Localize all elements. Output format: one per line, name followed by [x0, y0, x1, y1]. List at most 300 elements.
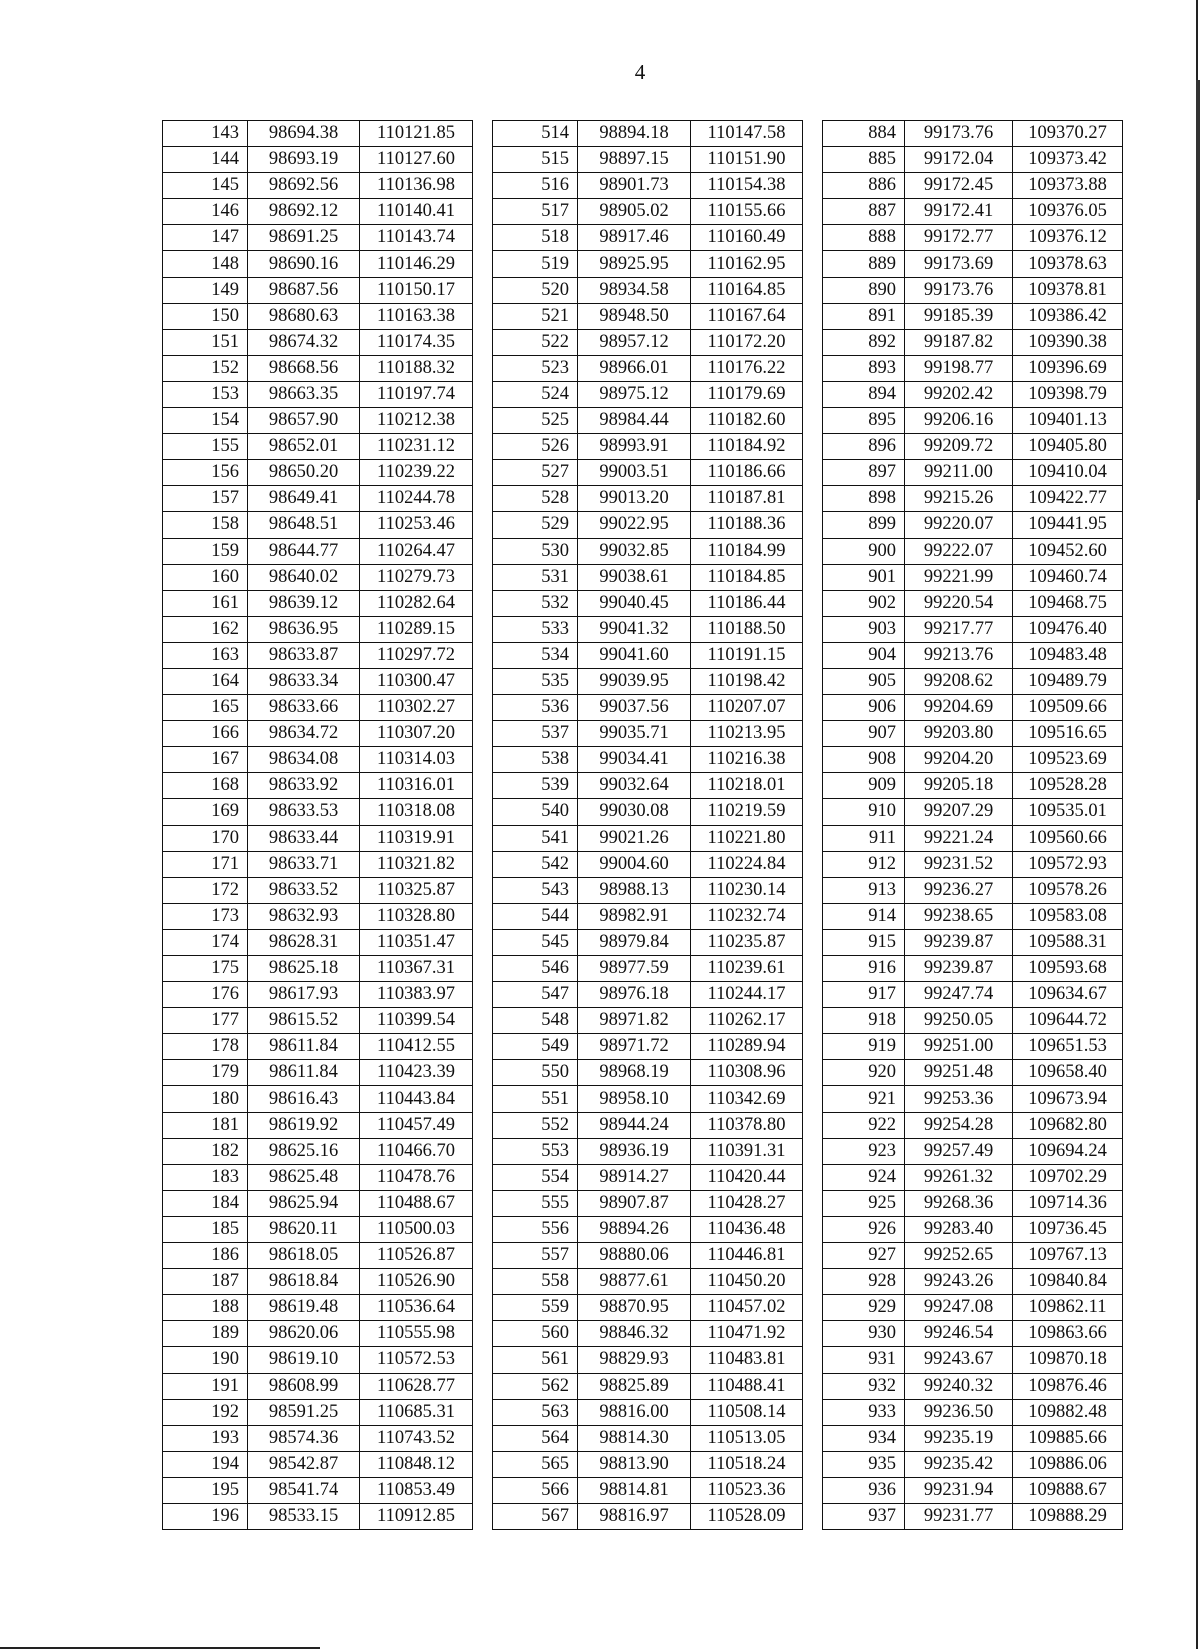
table-row	[823, 1477, 1123, 1503]
table-row	[823, 1425, 1123, 1451]
point-number: 553	[493, 1138, 578, 1164]
table-row	[493, 1138, 803, 1164]
x-coordinate: 98632.93	[248, 903, 360, 929]
coordinate-table-1	[162, 120, 473, 1530]
point-number: 192	[163, 1399, 248, 1425]
table-row	[823, 799, 1123, 825]
point-number: 932	[823, 1373, 905, 1399]
x-coordinate: 98870.95	[578, 1295, 691, 1321]
y-coordinate: 110318.08	[360, 799, 473, 825]
x-coordinate: 98634.08	[248, 747, 360, 773]
point-number: 145	[163, 173, 248, 199]
table-row	[163, 799, 473, 825]
table-row	[823, 434, 1123, 460]
x-coordinate: 99173.76	[905, 277, 1013, 303]
point-number: 930	[823, 1321, 905, 1347]
point-number: 144	[163, 147, 248, 173]
x-coordinate: 98814.81	[578, 1477, 691, 1503]
table-row	[493, 642, 803, 668]
point-number: 191	[163, 1373, 248, 1399]
x-coordinate: 98618.84	[248, 1269, 360, 1295]
table-row	[493, 1451, 803, 1477]
point-number: 891	[823, 303, 905, 329]
y-coordinate: 110526.87	[360, 1243, 473, 1269]
x-coordinate: 99257.49	[905, 1138, 1013, 1164]
point-number: 928	[823, 1269, 905, 1295]
point-number: 547	[493, 982, 578, 1008]
y-coordinate: 110264.47	[360, 538, 473, 564]
point-number: 180	[163, 1086, 248, 1112]
x-coordinate: 99283.40	[905, 1216, 1013, 1242]
table-row	[823, 1399, 1123, 1425]
x-coordinate: 98633.53	[248, 799, 360, 825]
table-row	[493, 381, 803, 407]
x-coordinate: 98633.66	[248, 695, 360, 721]
table-row	[163, 590, 473, 616]
table-row	[823, 199, 1123, 225]
point-number: 936	[823, 1477, 905, 1503]
x-coordinate: 98936.19	[578, 1138, 691, 1164]
y-coordinate: 110176.22	[691, 355, 803, 381]
y-coordinate: 109523.69	[1013, 747, 1123, 773]
point-number: 884	[823, 121, 905, 147]
table-row	[823, 147, 1123, 173]
point-number: 143	[163, 121, 248, 147]
point-number: 903	[823, 616, 905, 642]
page-number: 4	[634, 60, 646, 84]
point-number: 548	[493, 1008, 578, 1034]
y-coordinate: 109376.12	[1013, 225, 1123, 251]
x-coordinate: 99172.45	[905, 173, 1013, 199]
point-number: 550	[493, 1060, 578, 1086]
y-coordinate: 109876.46	[1013, 1373, 1123, 1399]
point-number: 915	[823, 929, 905, 955]
table-row	[163, 147, 473, 173]
point-number: 546	[493, 956, 578, 982]
y-coordinate: 110207.07	[691, 695, 803, 721]
point-number: 556	[493, 1216, 578, 1242]
table-row	[823, 1190, 1123, 1216]
x-coordinate: 99034.41	[578, 747, 691, 773]
point-number: 562	[493, 1373, 578, 1399]
y-coordinate: 109882.48	[1013, 1399, 1123, 1425]
coordinate-table-3	[822, 120, 1123, 1530]
y-coordinate: 110488.67	[360, 1190, 473, 1216]
point-number: 186	[163, 1243, 248, 1269]
table-row	[823, 303, 1123, 329]
y-coordinate: 109468.75	[1013, 590, 1123, 616]
y-coordinate: 110253.46	[360, 512, 473, 538]
y-coordinate: 109862.11	[1013, 1295, 1123, 1321]
x-coordinate: 98914.27	[578, 1164, 691, 1190]
y-coordinate: 109714.36	[1013, 1190, 1123, 1216]
x-coordinate: 99013.20	[578, 486, 691, 512]
point-number: 534	[493, 642, 578, 668]
table-row	[493, 225, 803, 251]
y-coordinate: 110314.03	[360, 747, 473, 773]
x-coordinate: 98907.87	[578, 1190, 691, 1216]
y-coordinate: 110239.22	[360, 460, 473, 486]
y-coordinate: 110428.27	[691, 1190, 803, 1216]
point-number: 535	[493, 668, 578, 694]
y-coordinate: 110572.53	[360, 1347, 473, 1373]
point-number: 155	[163, 434, 248, 460]
y-coordinate: 110483.81	[691, 1347, 803, 1373]
y-coordinate: 109767.13	[1013, 1243, 1123, 1269]
point-number: 183	[163, 1164, 248, 1190]
x-coordinate: 98616.43	[248, 1086, 360, 1112]
point-number: 900	[823, 538, 905, 564]
point-number: 519	[493, 251, 578, 277]
table-row	[163, 1347, 473, 1373]
table-row	[163, 1086, 473, 1112]
table-row	[823, 903, 1123, 929]
point-number: 921	[823, 1086, 905, 1112]
table-row	[493, 1269, 803, 1295]
table-row	[493, 329, 803, 355]
table-row	[493, 147, 803, 173]
y-coordinate: 110399.54	[360, 1008, 473, 1034]
y-coordinate: 110436.48	[691, 1216, 803, 1242]
table-row	[163, 1373, 473, 1399]
y-coordinate: 110536.64	[360, 1295, 473, 1321]
y-coordinate: 110143.74	[360, 225, 473, 251]
x-coordinate: 98897.15	[578, 147, 691, 173]
table-row	[823, 1034, 1123, 1060]
y-coordinate: 109509.66	[1013, 695, 1123, 721]
table-row	[163, 1295, 473, 1321]
y-coordinate: 110162.95	[691, 251, 803, 277]
x-coordinate: 98625.18	[248, 956, 360, 982]
point-number: 898	[823, 486, 905, 512]
x-coordinate: 99208.62	[905, 668, 1013, 694]
table-row	[493, 434, 803, 460]
y-coordinate: 109888.67	[1013, 1477, 1123, 1503]
point-number: 896	[823, 434, 905, 460]
x-coordinate: 99206.16	[905, 408, 1013, 434]
table-row	[823, 1295, 1123, 1321]
point-number: 522	[493, 329, 578, 355]
x-coordinate: 99247.08	[905, 1295, 1013, 1321]
table-row	[823, 121, 1123, 147]
x-coordinate: 98541.74	[248, 1477, 360, 1503]
y-coordinate: 110186.66	[691, 460, 803, 486]
y-coordinate: 109386.42	[1013, 303, 1123, 329]
x-coordinate: 99220.07	[905, 512, 1013, 538]
point-number: 557	[493, 1243, 578, 1269]
table-row	[823, 1164, 1123, 1190]
point-number: 558	[493, 1269, 578, 1295]
table-row	[163, 460, 473, 486]
table-row	[163, 851, 473, 877]
x-coordinate: 99209.72	[905, 434, 1013, 460]
point-number: 526	[493, 434, 578, 460]
point-number: 889	[823, 251, 905, 277]
x-coordinate: 99038.61	[578, 564, 691, 590]
table-row	[163, 1503, 473, 1529]
y-coordinate: 109422.77	[1013, 486, 1123, 512]
table-row	[823, 1138, 1123, 1164]
point-number: 516	[493, 173, 578, 199]
x-coordinate: 99236.27	[905, 877, 1013, 903]
point-number: 543	[493, 877, 578, 903]
point-number: 539	[493, 773, 578, 799]
point-number: 927	[823, 1243, 905, 1269]
table-row	[163, 1477, 473, 1503]
point-number: 537	[493, 721, 578, 747]
point-number: 167	[163, 747, 248, 773]
table-row	[493, 721, 803, 747]
y-coordinate: 110213.95	[691, 721, 803, 747]
x-coordinate: 98957.12	[578, 329, 691, 355]
x-coordinate: 99254.28	[905, 1112, 1013, 1138]
x-coordinate: 98619.48	[248, 1295, 360, 1321]
point-number: 890	[823, 277, 905, 303]
table-row	[163, 929, 473, 955]
point-number: 181	[163, 1112, 248, 1138]
table-row	[493, 1321, 803, 1347]
table-row	[493, 512, 803, 538]
table-row	[493, 1216, 803, 1242]
y-coordinate: 110500.03	[360, 1216, 473, 1242]
table-row	[823, 747, 1123, 773]
table-row	[163, 1321, 473, 1347]
y-coordinate: 110328.80	[360, 903, 473, 929]
y-coordinate: 109572.93	[1013, 851, 1123, 877]
table-row	[163, 1008, 473, 1034]
point-number: 929	[823, 1295, 905, 1321]
point-number: 150	[163, 303, 248, 329]
x-coordinate: 99040.45	[578, 590, 691, 616]
y-coordinate: 109441.95	[1013, 512, 1123, 538]
x-coordinate: 99003.51	[578, 460, 691, 486]
table-row	[823, 877, 1123, 903]
point-number: 533	[493, 616, 578, 642]
point-number: 911	[823, 825, 905, 851]
point-number: 514	[493, 121, 578, 147]
x-coordinate: 98633.34	[248, 668, 360, 694]
x-coordinate: 98968.19	[578, 1060, 691, 1086]
point-number: 908	[823, 747, 905, 773]
point-number: 545	[493, 929, 578, 955]
x-coordinate: 98680.63	[248, 303, 360, 329]
table-row	[823, 408, 1123, 434]
table-row	[493, 486, 803, 512]
point-number: 888	[823, 225, 905, 251]
y-coordinate: 110172.20	[691, 329, 803, 355]
x-coordinate: 99246.54	[905, 1321, 1013, 1347]
table-row	[493, 564, 803, 590]
y-coordinate: 110478.76	[360, 1164, 473, 1190]
point-number: 895	[823, 408, 905, 434]
table-row	[163, 434, 473, 460]
x-coordinate: 98816.00	[578, 1399, 691, 1425]
x-coordinate: 98649.41	[248, 486, 360, 512]
table-row	[823, 851, 1123, 877]
point-number: 551	[493, 1086, 578, 1112]
y-coordinate: 110230.14	[691, 877, 803, 903]
y-coordinate: 110188.32	[360, 355, 473, 381]
y-coordinate: 110140.41	[360, 199, 473, 225]
y-coordinate: 110351.47	[360, 929, 473, 955]
x-coordinate: 98633.71	[248, 851, 360, 877]
x-coordinate: 99032.85	[578, 538, 691, 564]
x-coordinate: 98977.59	[578, 956, 691, 982]
y-coordinate: 110216.38	[691, 747, 803, 773]
y-coordinate: 110218.01	[691, 773, 803, 799]
point-number: 559	[493, 1295, 578, 1321]
point-number: 541	[493, 825, 578, 851]
y-coordinate: 109634.67	[1013, 982, 1123, 1008]
point-number: 937	[823, 1503, 905, 1529]
y-coordinate: 109702.29	[1013, 1164, 1123, 1190]
x-coordinate: 98976.18	[578, 982, 691, 1008]
point-number: 894	[823, 381, 905, 407]
y-coordinate: 110235.87	[691, 929, 803, 955]
point-number: 892	[823, 329, 905, 355]
point-number: 146	[163, 199, 248, 225]
y-coordinate: 110232.74	[691, 903, 803, 929]
y-coordinate: 110302.27	[360, 695, 473, 721]
y-coordinate: 110167.64	[691, 303, 803, 329]
y-coordinate: 110147.58	[691, 121, 803, 147]
y-coordinate: 110391.31	[691, 1138, 803, 1164]
x-coordinate: 98814.30	[578, 1425, 691, 1451]
y-coordinate: 109410.04	[1013, 460, 1123, 486]
y-coordinate: 109516.65	[1013, 721, 1123, 747]
point-number: 913	[823, 877, 905, 903]
point-number: 527	[493, 460, 578, 486]
table-row	[823, 1321, 1123, 1347]
y-coordinate: 110685.31	[360, 1399, 473, 1425]
point-number: 561	[493, 1347, 578, 1373]
table-row	[493, 616, 803, 642]
x-coordinate: 99221.99	[905, 564, 1013, 590]
table-row	[493, 773, 803, 799]
point-number: 524	[493, 381, 578, 407]
table-row	[823, 512, 1123, 538]
table-row	[493, 408, 803, 434]
point-number: 187	[163, 1269, 248, 1295]
table-row	[163, 121, 473, 147]
x-coordinate: 99231.94	[905, 1477, 1013, 1503]
y-coordinate: 110526.90	[360, 1269, 473, 1295]
point-number: 148	[163, 251, 248, 277]
x-coordinate: 98633.44	[248, 825, 360, 851]
point-number: 178	[163, 1034, 248, 1060]
y-coordinate: 109682.80	[1013, 1112, 1123, 1138]
point-number: 933	[823, 1399, 905, 1425]
table-row	[493, 956, 803, 982]
x-coordinate: 99204.20	[905, 747, 1013, 773]
table-row	[823, 538, 1123, 564]
x-coordinate: 98619.10	[248, 1347, 360, 1373]
table-row	[493, 1503, 803, 1529]
x-coordinate: 98628.31	[248, 929, 360, 955]
point-number: 919	[823, 1034, 905, 1060]
table-row	[823, 355, 1123, 381]
table-row	[493, 1112, 803, 1138]
x-coordinate: 99037.56	[578, 695, 691, 721]
x-coordinate: 98620.06	[248, 1321, 360, 1347]
x-coordinate: 98625.16	[248, 1138, 360, 1164]
y-coordinate: 110446.81	[691, 1243, 803, 1269]
x-coordinate: 99238.65	[905, 903, 1013, 929]
x-coordinate: 98636.95	[248, 616, 360, 642]
table-row	[823, 381, 1123, 407]
coordinate-table-2	[492, 120, 803, 1530]
x-coordinate: 98816.97	[578, 1503, 691, 1529]
point-number: 924	[823, 1164, 905, 1190]
y-coordinate: 110321.82	[360, 851, 473, 877]
x-coordinate: 98877.61	[578, 1269, 691, 1295]
point-number: 893	[823, 355, 905, 381]
y-coordinate: 109588.31	[1013, 929, 1123, 955]
table-row	[163, 1399, 473, 1425]
table-row	[493, 121, 803, 147]
x-coordinate: 98639.12	[248, 590, 360, 616]
table-row	[823, 173, 1123, 199]
table-row	[493, 799, 803, 825]
y-coordinate: 109583.08	[1013, 903, 1123, 929]
table-row	[163, 877, 473, 903]
x-coordinate: 98634.72	[248, 721, 360, 747]
y-coordinate: 110528.09	[691, 1503, 803, 1529]
y-coordinate: 109694.24	[1013, 1138, 1123, 1164]
y-coordinate: 110191.15	[691, 642, 803, 668]
point-number: 520	[493, 277, 578, 303]
point-number: 912	[823, 851, 905, 877]
x-coordinate: 99041.60	[578, 642, 691, 668]
x-coordinate: 99185.39	[905, 303, 1013, 329]
point-number: 885	[823, 147, 905, 173]
point-number: 529	[493, 512, 578, 538]
x-coordinate: 99032.64	[578, 773, 691, 799]
y-coordinate: 110555.98	[360, 1321, 473, 1347]
point-number: 538	[493, 747, 578, 773]
x-coordinate: 99253.36	[905, 1086, 1013, 1112]
x-coordinate: 99215.26	[905, 486, 1013, 512]
point-number: 897	[823, 460, 905, 486]
x-coordinate: 98988.13	[578, 877, 691, 903]
table-row	[823, 329, 1123, 355]
table-row	[493, 460, 803, 486]
y-coordinate: 110160.49	[691, 225, 803, 251]
y-coordinate: 109390.38	[1013, 329, 1123, 355]
table-row	[163, 1034, 473, 1060]
y-coordinate: 109560.66	[1013, 825, 1123, 851]
x-coordinate: 99211.00	[905, 460, 1013, 486]
table-row	[493, 538, 803, 564]
x-coordinate: 98971.72	[578, 1034, 691, 1060]
x-coordinate: 98692.56	[248, 173, 360, 199]
x-coordinate: 99268.36	[905, 1190, 1013, 1216]
table-row	[823, 642, 1123, 668]
point-number: 193	[163, 1425, 248, 1451]
y-coordinate: 110244.17	[691, 982, 803, 1008]
y-coordinate: 110342.69	[691, 1086, 803, 1112]
point-number: 920	[823, 1060, 905, 1086]
point-number: 166	[163, 721, 248, 747]
x-coordinate: 99250.05	[905, 1008, 1013, 1034]
point-number: 190	[163, 1347, 248, 1373]
table-row	[823, 225, 1123, 251]
table-row	[823, 460, 1123, 486]
table-row	[823, 929, 1123, 955]
point-number: 528	[493, 486, 578, 512]
point-number: 160	[163, 564, 248, 590]
x-coordinate: 99202.42	[905, 381, 1013, 407]
